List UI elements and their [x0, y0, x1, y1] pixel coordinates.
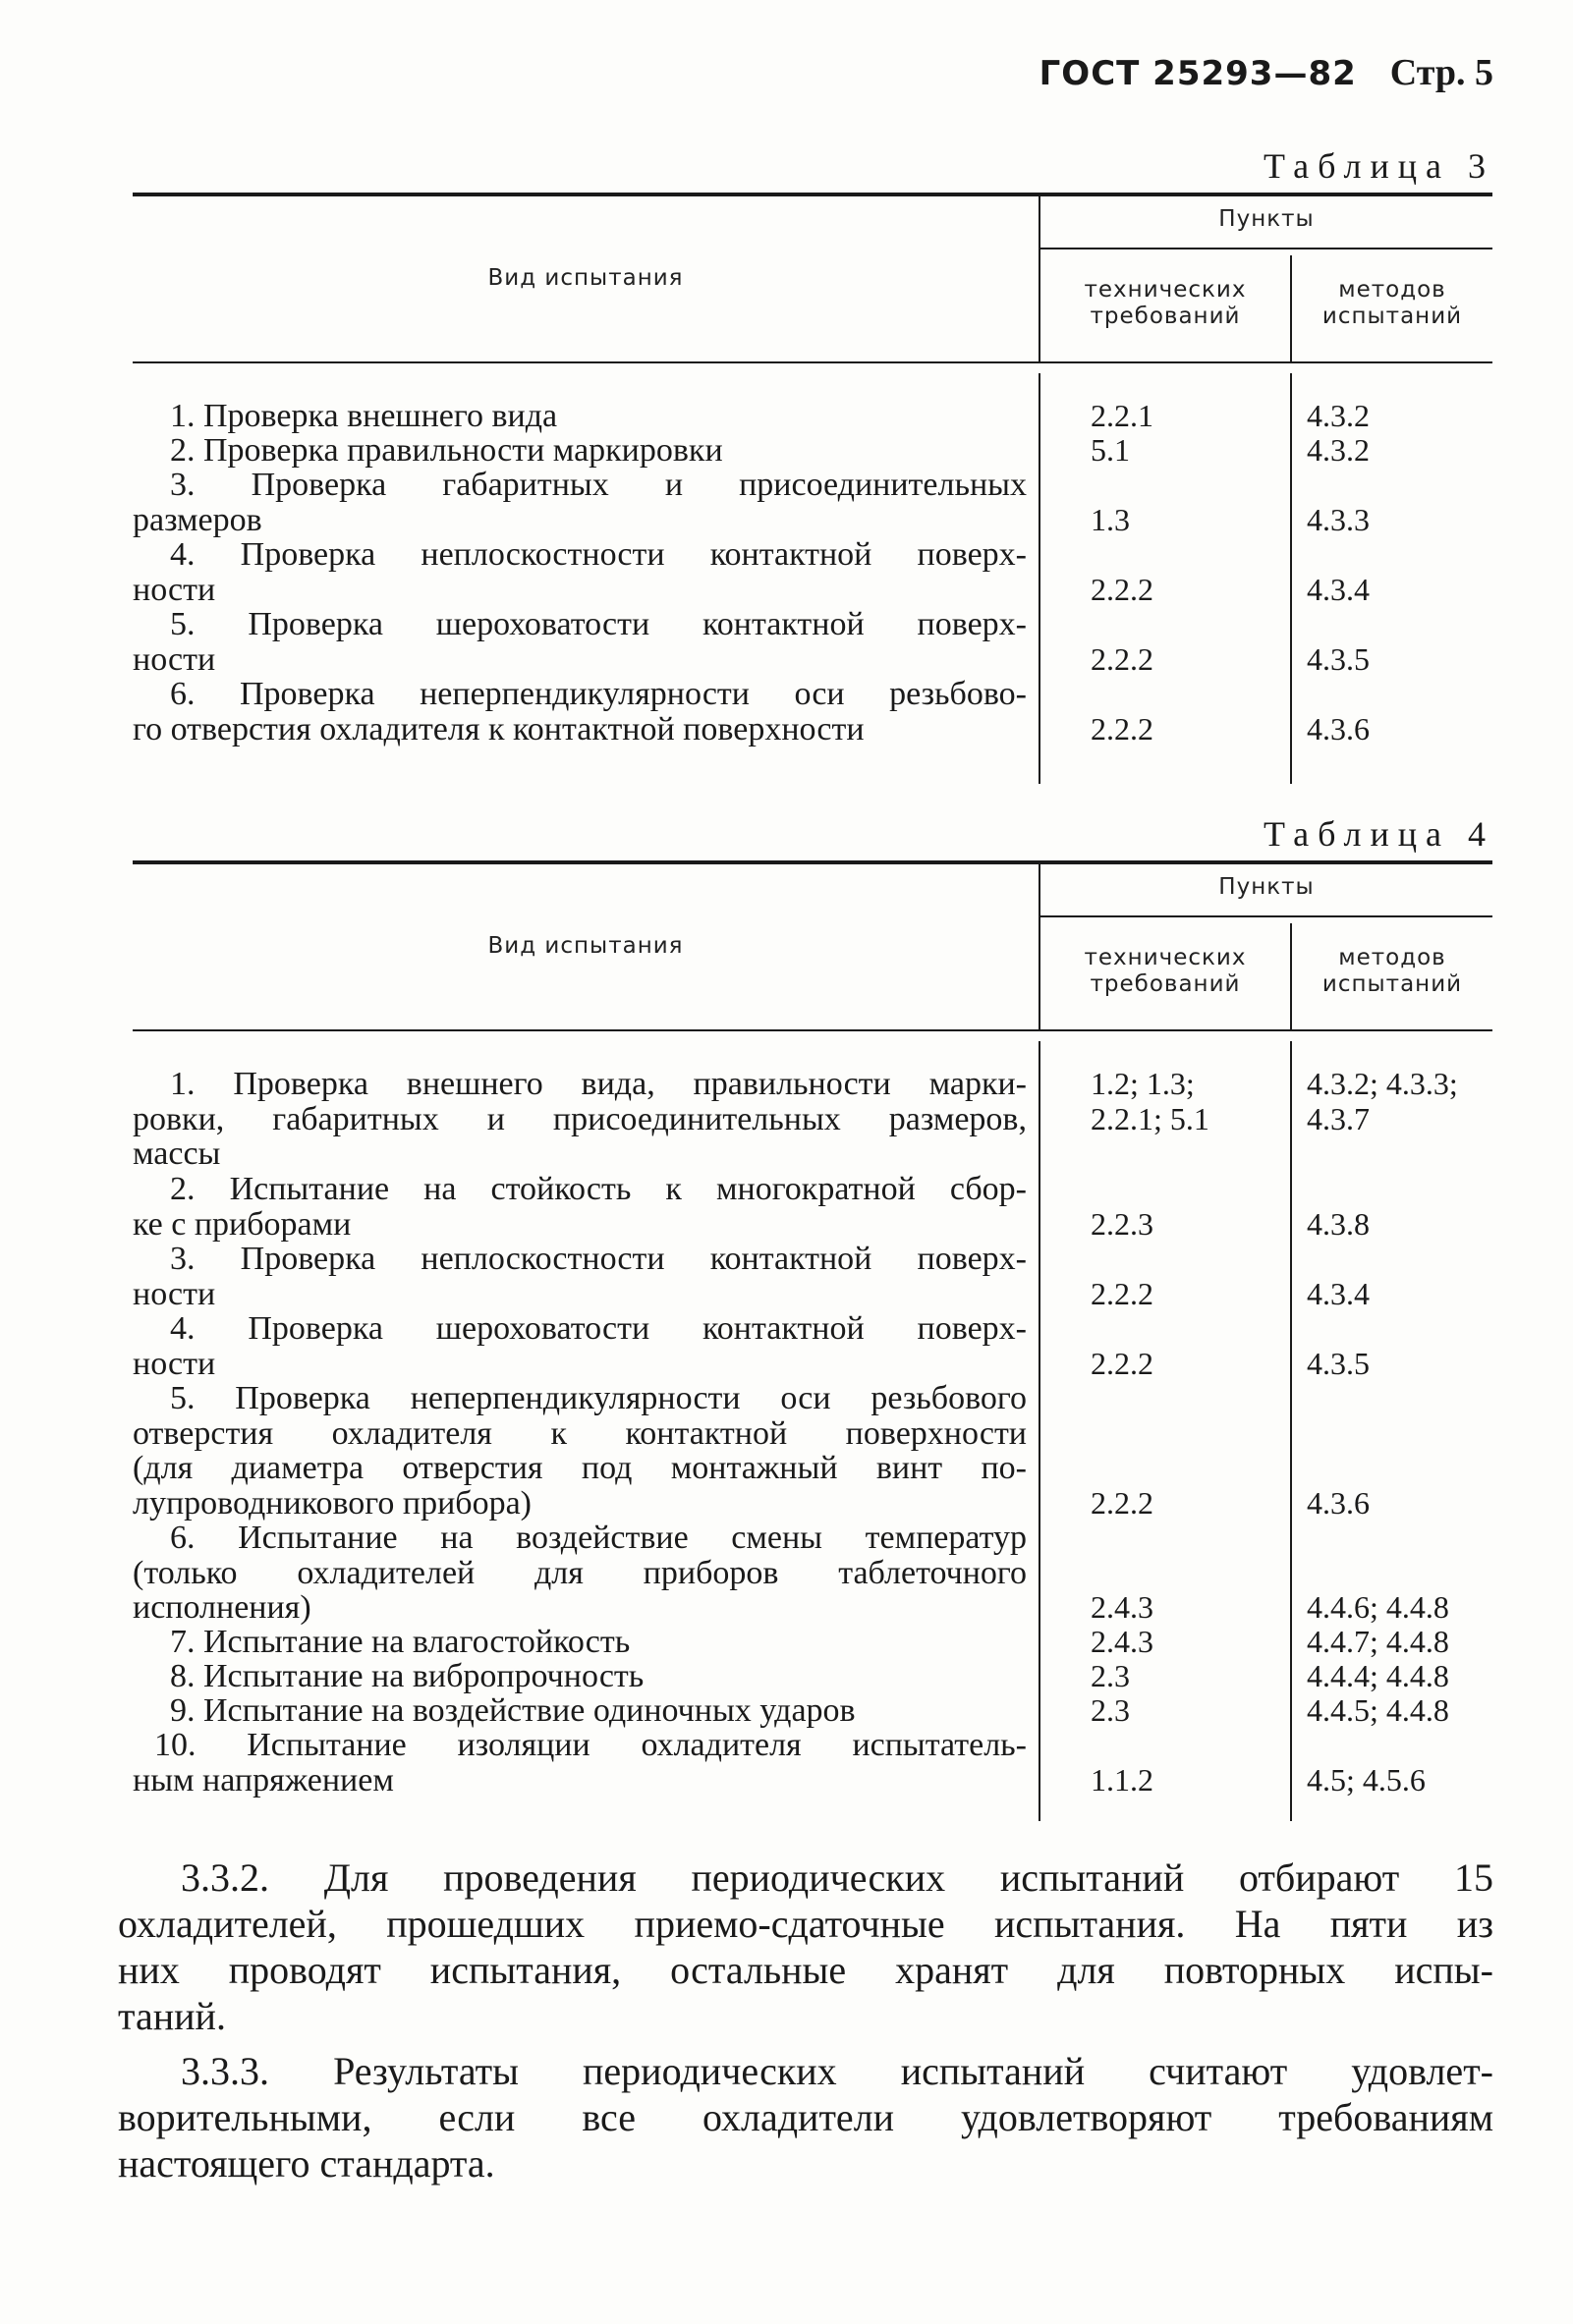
- table-cell: 4.4.5; 4.4.8: [1307, 1692, 1449, 1728]
- table-cell: 2.2.2: [1091, 711, 1153, 747]
- table-cell: 4.3.5: [1307, 641, 1370, 677]
- table-cell: 2.2.1: [1091, 398, 1153, 433]
- table-row: 1. Проверка внешнего вида: [170, 398, 558, 434]
- table3-header-test: Вид испытания: [487, 265, 684, 291]
- table-row: 5. Проверка неперпендикулярности оси резьбового отверстия охладителя к контактной поверхности (для диаметра отверстия под монтажный винт по- лупроводникового прибора): [133, 1380, 1027, 1522]
- table4-header-tech: технических требований: [1084, 945, 1247, 997]
- table-row: 1. Проверка внешнего вида, правильности марки- ровки, габаритных и присоединительных размеров, массы: [133, 1066, 1027, 1172]
- table4-subheader-rule: [1039, 915, 1492, 917]
- table3-header-rule: [133, 361, 1492, 363]
- table-cell: 1.3: [1091, 502, 1130, 537]
- table-cell: 4.4.4; 4.4.8: [1307, 1658, 1449, 1693]
- table-row: 4. Проверка шероховатости контактной поверх- ности: [133, 1310, 1027, 1382]
- table-cell: 4.3.4: [1307, 1276, 1370, 1311]
- table-row: 4. Проверка неплоскостности контактной поверх- ности: [133, 536, 1027, 608]
- standard-number: ГОСТ 25293—82: [1039, 54, 1357, 93]
- table-cell: 2.4.3: [1091, 1589, 1153, 1625]
- table-row: 6. Испытание на воздействие смены температур (только охладителей для приборов таблеточного исполнения): [133, 1520, 1027, 1626]
- table-cell: 1.2; 1.3; 2.2.1; 5.1: [1091, 1066, 1209, 1136]
- table4: [133, 860, 1492, 1833]
- table-cell: 4.3.5: [1307, 1346, 1370, 1381]
- table-cell: 2.2.2: [1091, 1346, 1153, 1381]
- table-cell: 2.3: [1091, 1692, 1130, 1728]
- page-number: Стр. 5: [1389, 52, 1493, 93]
- table-cell: 4.3.4: [1307, 572, 1370, 607]
- table-cell: 2.4.3: [1091, 1624, 1153, 1659]
- table3-header-meth: методов испытаний: [1321, 277, 1463, 329]
- table3-top-rule: [133, 193, 1492, 196]
- table-cell: 2.3: [1091, 1658, 1130, 1693]
- table4-header-test: Вид испытания: [487, 933, 684, 959]
- table-cell: 4.3.6: [1307, 1485, 1370, 1521]
- table-row: 7. Испытание на влагостойкость: [170, 1624, 631, 1660]
- table-cell: 5.1: [1091, 432, 1130, 468]
- table4-header-group: Пункты: [1218, 874, 1315, 900]
- header-text: [1039, 51, 1493, 94]
- table-row: 10. Испытание изоляции охладителя испытатель- ным напряжением: [133, 1727, 1027, 1798]
- table-cell: 4.3.2: [1307, 398, 1370, 433]
- table-cell: 2.2.2: [1091, 641, 1153, 677]
- table-cell: 4.5; 4.5.6: [1307, 1762, 1426, 1798]
- table3: [133, 193, 1492, 792]
- table4-header-rule: [133, 1029, 1492, 1031]
- table-cell: 2.2.3: [1091, 1206, 1153, 1242]
- table-cell: 1.1.2: [1091, 1762, 1153, 1798]
- table3-caption: Таблица 3: [1264, 146, 1494, 186]
- table-cell: 4.3.2; 4.3.3; 4.3.7: [1307, 1066, 1458, 1136]
- table-cell: 4.4.6; 4.4.8: [1307, 1589, 1449, 1625]
- table-row: 3. Проверка неплоскостности контактной поверх- ности: [133, 1241, 1027, 1312]
- table-cell: 4.4.7; 4.4.8: [1307, 1624, 1449, 1659]
- table-cell: 4.3.8: [1307, 1206, 1370, 1242]
- paragraph-3-3-2: 3.3.2. Для проведения периодических испытаний отбирают 15 охладителей, прошедших приемо-сдаточные испытания. На пяти из них проводят испытания, остальные хранят для повторных испы- таний.: [118, 1855, 1493, 2038]
- table-cell: 2.2.2: [1091, 1485, 1153, 1521]
- table3-header-tech: технических требований: [1084, 277, 1247, 329]
- table-row: 2. Испытание на стойкость к многократной сбор- ке с приборами: [133, 1171, 1027, 1243]
- table-row: 9. Испытание на воздействие одиночных ударов: [170, 1692, 856, 1729]
- table3-subheader-rule: [1039, 248, 1492, 249]
- table-row: 3. Проверка габаритных и присоединительных размеров: [133, 467, 1027, 538]
- paragraph-3-3-3: 3.3.3. Результаты периодических испытаний считают удовлет- ворительными, если все охладители удовлетворяют требованиям настоящего стандарта.: [118, 2049, 1493, 2186]
- table-cell: 2.2.2: [1091, 572, 1153, 607]
- table-cell: 2.2.2: [1091, 1276, 1153, 1311]
- table-row: 8. Испытание на вибропрочность: [170, 1658, 645, 1694]
- table-cell: 4.3.6: [1307, 711, 1370, 747]
- table4-top-rule: [133, 860, 1492, 864]
- table-cell: 4.3.2: [1307, 432, 1370, 468]
- table4-caption: Таблица 4: [1264, 814, 1494, 854]
- table-row: 6. Проверка неперпендикулярности оси резьбово- го отверстия охладителя к контактной поверхности: [133, 676, 1027, 747]
- table3-header-group: Пункты: [1218, 206, 1315, 232]
- table-row: 2. Проверка правильности маркировки: [170, 432, 723, 469]
- table-row: 5. Проверка шероховатости контактной поверх- ности: [133, 606, 1027, 678]
- table4-header-meth: методов испытаний: [1321, 945, 1463, 997]
- table-cell: 4.3.3: [1307, 502, 1370, 537]
